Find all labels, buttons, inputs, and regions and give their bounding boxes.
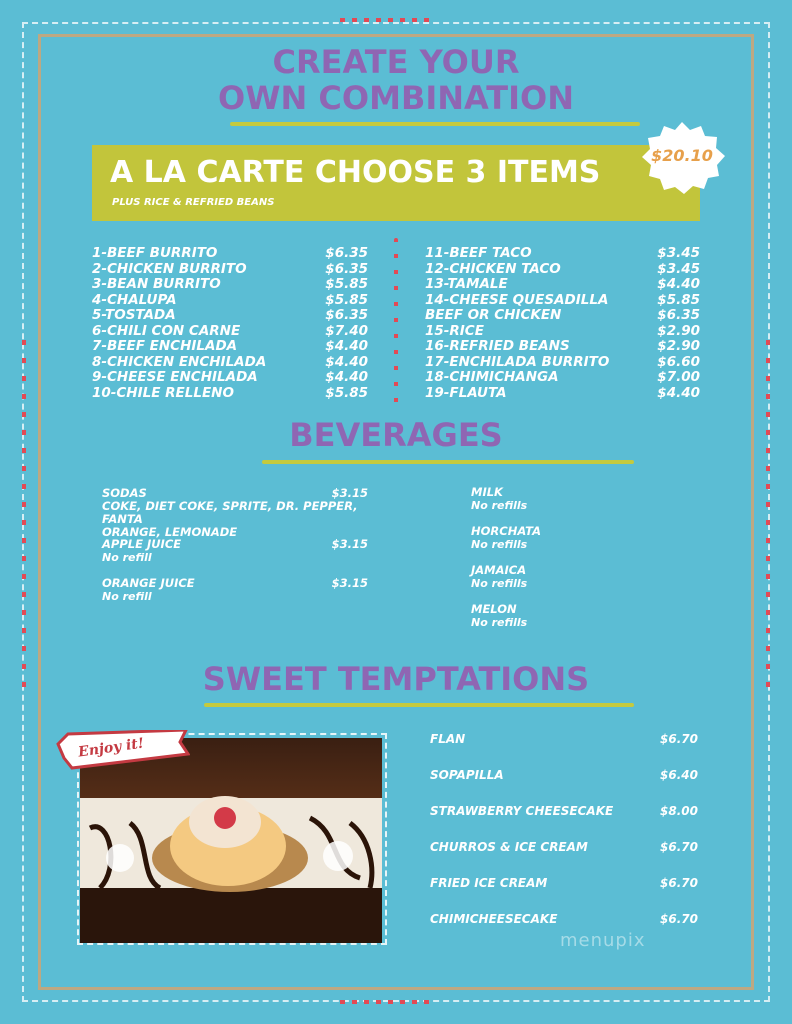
combo-price-badge [638,120,726,196]
menu-right-item [425,246,700,262]
menu-list-right [425,246,700,401]
menu-right-item-price: $3.45 [657,245,700,261]
menu-right-item-price: $6.35 [657,307,700,323]
enjoy-ribbon-text: Enjoy it! [77,735,145,761]
menu-right-item [425,277,700,293]
bev-melon-name: MELON [471,602,517,616]
combo-price: $20.10 [651,146,713,165]
bev-apple-note: No refill [102,551,152,564]
menu-column-divider [394,238,398,408]
menu-right-item-name: 18-CHIMICHANGA [425,369,559,385]
menu-left-item [92,370,368,386]
dessert-item-name: STRAWBERRY CHEESECAKE [430,804,614,818]
title-underline [230,122,640,126]
bev-sodas-price: $3.15 [331,486,368,500]
menu-left-item [92,293,368,309]
page-title-line2: OWN COMBINATION [217,79,575,117]
menu-right-item [425,262,700,278]
bev-sodas-name: SODAS [102,486,147,500]
bev-orange [102,577,368,603]
menu-left-item-price: $5.85 [325,276,368,292]
bev-melon-note: No refills [471,616,528,629]
menu-left-item [92,355,368,371]
menu-left-item-price: $4.40 [325,369,368,385]
menu-left-item-name: 4-CHALUPA [92,291,177,308]
bev-sodas [102,487,402,539]
combo-banner [92,145,700,221]
dessert-item-price: $6.40 [660,768,698,782]
menu-right-item-name: 16-REFRIED BEANS [425,338,570,354]
menu-left-item [92,246,368,262]
menu-right-item [425,355,700,371]
bev-orange-note: No refill [102,590,152,603]
combo-title: A LA CARTE CHOOSE 3 ITEMS [110,155,601,190]
menu-left-item-price: $7.40 [325,322,368,339]
menu-left-item [92,277,368,293]
dessert-item-name: CHIMICHEESECAKE [430,912,558,926]
menu-left-item-name: 5-TOSTADA [92,307,176,323]
red-dash-right [766,340,770,690]
desserts-underline [204,703,634,707]
menu-right-item-name: 15-RICE [425,322,484,339]
bev-jamaica-name: JAMAICA [471,563,527,577]
menu-left-item-name: 1-BEEF BURRITO [92,245,218,261]
menu-right-item-price: $3.45 [657,260,700,277]
menu-left-item [92,386,368,402]
menu-right-item [425,308,700,324]
menu-right-item-price: $7.00 [657,369,700,385]
bev-apple-price: $3.15 [331,537,368,551]
menu-left-item-name: 6-CHILI CON CARNE [92,322,241,339]
bev-milk-note: No refills [471,499,528,512]
menu-right-item-name: 19-FLAUTA [425,384,507,401]
dessert-item-price: $6.70 [660,732,698,746]
beverages-underline [262,460,634,464]
red-dash-top [340,18,436,22]
menu-left-item-price: $4.40 [325,338,368,354]
menu-left-item-name: 8-CHICKEN ENCHILADA [92,353,267,370]
dessert-item-price: $8.00 [660,804,698,818]
menu-right-item-name: 12-CHICKEN TACO [425,260,561,277]
menu-right-item-name: BEEF OR CHICKEN [425,307,562,323]
bev-orange-price: $3.15 [331,576,368,590]
dessert-item-price: $6.70 [660,912,698,926]
menu-left-item-price: $5.85 [325,384,368,401]
menu-left-item [92,262,368,278]
menu-left-item-name: 7-BEEF ENCHILADA [92,338,238,354]
bev-sodas-desc1: COKE, DIET COKE, SPRITE, DR. PEPPER, FANTA [102,499,358,526]
menu-left-item-price: $6.35 [325,260,368,277]
menu-right-item-price: $4.40 [657,276,700,292]
menu-right-item [425,386,700,402]
menu-left-item-name: 3-BEAN BURRITO [92,276,221,292]
menu-right-item-price: $4.40 [657,384,700,401]
menu-left-item [92,324,368,340]
menu-right-item [425,324,700,340]
dessert-item [430,803,698,839]
bev-milk-name: MILK [471,485,503,499]
dessert-item-name: FLAN [430,732,466,746]
red-dash-bottom [340,1000,436,1004]
menu-right-item-name: 11-BEEF TACO [425,245,532,261]
bev-jamaica-note: No refills [471,577,528,590]
bev-milk [471,486,527,512]
combo-subtitle: PLUS RICE & REFRIED BEANS [112,197,275,208]
menu-list-left [92,246,368,401]
menu-left-item-price: $4.40 [325,353,368,370]
menu-right-item-price: $2.90 [657,338,700,354]
menu-left-item-price: $6.35 [325,307,368,323]
menu-right-item [425,339,700,355]
bev-horchata [471,525,541,551]
menu-left-item [92,308,368,324]
menu-right-item [425,370,700,386]
beverages-title: BEVERAGES [289,416,503,454]
menu-left-item-price: $5.85 [325,291,368,308]
menu-right-item-price: $2.90 [657,322,700,339]
bev-horchata-name: HORCHATA [471,524,541,538]
menu-left-item-name: 10-CHILE RELLENO [92,384,234,401]
menu-right-item [425,293,700,309]
page-title [0,44,792,116]
red-dash-left [22,340,26,690]
bev-horchata-note: No refills [471,538,528,551]
menu-right-item-name: 13-TAMALE [425,276,508,292]
dessert-item [430,767,698,803]
dessert-item-name: CHURROS & ICE CREAM [430,840,588,854]
bev-sodas-desc2: ORANGE, LEMONADE [102,525,238,539]
page-title-line1: CREATE YOUR [272,43,520,81]
menu-right-item-name: 17-ENCHILADA BURRITO [425,353,610,370]
menu-left-item-price: $6.35 [325,245,368,261]
menu-left-item-name: 2-CHICKEN BURRITO [92,260,247,277]
menu-right-item-name: 14-CHEESE QUESADILLA [425,291,609,308]
dessert-item-price: $6.70 [660,840,698,854]
dessert-list [430,731,698,947]
bev-orange-name: ORANGE JUICE [102,576,195,590]
menu-right-item-price: $5.85 [657,291,700,308]
bev-melon [471,603,527,629]
enjoy-ribbon [56,730,190,770]
bev-jamaica [471,564,527,590]
dessert-item-price: $6.70 [660,876,698,890]
menu-right-item-price: $6.60 [657,353,700,370]
dessert-item [430,731,698,767]
bev-apple [102,538,368,564]
dessert-item [430,839,698,875]
dessert-item-name: FRIED ICE CREAM [430,876,548,890]
dessert-item [430,875,698,911]
desserts-title: SWEET TEMPTATIONS [202,660,590,698]
menu-left-item-name: 9-CHEESE ENCHILADA [92,369,258,385]
watermark: menupix [560,930,646,951]
menu-left-item [92,339,368,355]
bev-apple-name: APPLE JUICE [102,537,182,551]
dessert-item-name: SOPAPILLA [430,768,504,782]
